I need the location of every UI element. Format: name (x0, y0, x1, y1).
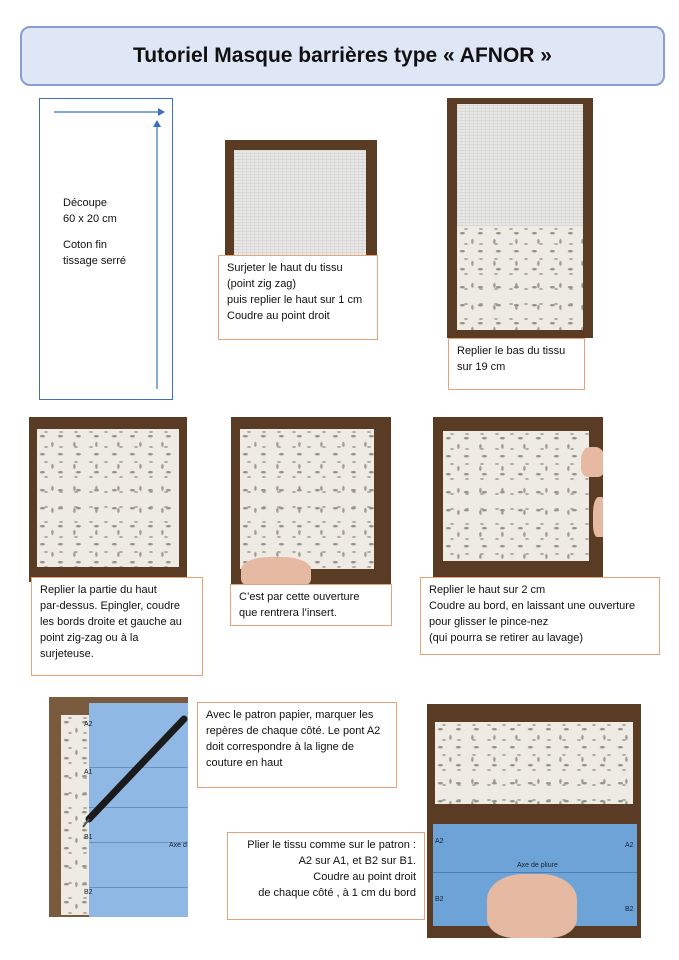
caption-line: Coudre au point droit (313, 871, 416, 883)
caption-line: point zig-zag ou à la (40, 632, 139, 644)
pattern-label: B2 (435, 896, 444, 903)
caption-line: Avec le patron papier, marquer les (206, 709, 374, 721)
page-title: Tutoriel Masque barrières type « AFNOR » (133, 44, 552, 67)
caption-line: Replier le haut sur 2 cm (429, 584, 546, 596)
caption-line: surjeteuse. (40, 648, 94, 660)
caption-line: sur 19 cm (457, 361, 506, 373)
step3-photo (447, 98, 593, 338)
step4-photo (29, 417, 187, 582)
cut-line: 60 x 20 cm (63, 213, 117, 225)
pattern-label: B2 (625, 906, 634, 913)
title-banner (20, 26, 665, 86)
caption-line: repères de chaque côté. Le pont A2 (206, 725, 381, 737)
step8-caption (227, 832, 425, 920)
caption-line: Coudre au bord, en laissant une ouverture (429, 600, 636, 612)
caption-line: Coudre au point droit (227, 310, 330, 322)
pen-icon (49, 697, 188, 917)
pattern-label: B2 (84, 889, 93, 896)
caption-line: puis replier le haut sur 1 cm (227, 294, 363, 306)
cut-diagram (39, 98, 173, 400)
pattern-label: A2 (435, 838, 444, 845)
step2-caption (218, 255, 378, 340)
caption-line: pour glisser le pince-nez (429, 616, 549, 628)
caption-line: (qui pourra se retirer au lavage) (429, 632, 584, 644)
fold-label: Axe de pliure (517, 862, 558, 869)
step5-photo (231, 417, 391, 587)
step6-caption (420, 577, 660, 655)
caption-line: que rentrera l’insert. (239, 607, 337, 619)
caption-line: doit correspondre à la ligne de (206, 741, 354, 753)
fold-label: Axe d (169, 842, 187, 849)
step8-photo (427, 704, 641, 938)
pattern-label: B1 (84, 834, 93, 841)
cut-line: Découpe (63, 197, 108, 209)
caption-line: les bords droite et gauche au (40, 616, 182, 628)
step6-photo (433, 417, 603, 577)
step4-caption (31, 577, 203, 676)
caption-line: C’est par cette ouverture (239, 591, 360, 603)
step7-caption (197, 702, 397, 788)
pattern-label: A2 (625, 842, 634, 849)
fabric-line: tissage serré (63, 255, 126, 267)
step5-caption (230, 584, 392, 626)
fabric-type (63, 237, 126, 269)
caption-line: de chaque côté , à 1 cm du bord (258, 887, 416, 899)
cut-dimensions (63, 195, 117, 227)
caption-line: couture en haut (206, 757, 283, 769)
step3-caption (448, 338, 585, 390)
step7-photo (49, 697, 188, 917)
caption-line: Replier le bas du tissu (457, 345, 566, 357)
caption-line: Surjeter le haut du tissu (227, 262, 343, 274)
caption-line: Plier le tissu comme sur le patron : (247, 839, 416, 851)
caption-line: Replier la partie du haut (40, 584, 157, 596)
caption-line: par-dessus. Epingler, coudre (40, 600, 181, 612)
pattern-label: A2 (84, 721, 93, 728)
pattern-label: A1 (84, 769, 93, 776)
fabric-line: Coton fin (63, 239, 108, 251)
caption-line: A2 sur A1, et B2 sur B1. (298, 855, 416, 867)
caption-line: (point zig zag) (227, 278, 297, 290)
